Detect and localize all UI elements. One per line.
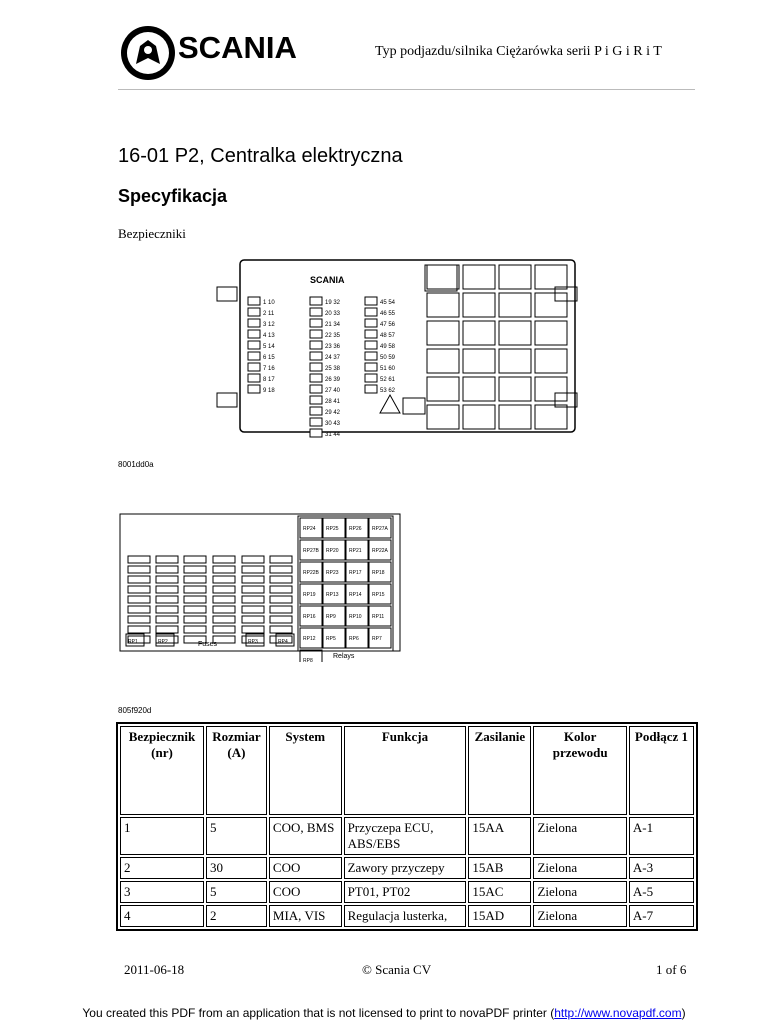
fuse-cell (242, 586, 264, 593)
table-cell: COO (269, 881, 342, 903)
fuse-number-label: 47 56 (380, 322, 396, 328)
fuse-cell (213, 576, 235, 583)
fuse-number-label: 3 12 (263, 322, 275, 328)
relay-label: RP20 (326, 548, 339, 554)
fuse-slot (310, 385, 322, 393)
fuse-cell (184, 626, 206, 633)
table-cell: 2 (120, 857, 204, 879)
fuse-number-label: 22 35 (325, 333, 341, 339)
fuse-cell (213, 626, 235, 633)
table-cell: 5 (206, 881, 267, 903)
relay-label: RP26 (349, 526, 362, 532)
table-cell: COO, BMS (269, 817, 342, 855)
fuse-relay-layout-diagram (118, 512, 403, 662)
fuse-spec-table-viewport (116, 722, 698, 932)
col-header-wire-color: Kolor przewodu (533, 726, 626, 815)
relay-label: RP11 (372, 614, 385, 620)
fuse-cell (128, 566, 150, 573)
fuse-cell (242, 626, 264, 633)
fuse-number-label: 24 37 (325, 355, 341, 361)
fuse-number-label: 23 36 (325, 344, 341, 350)
fuse-number-label: 1 10 (263, 300, 275, 306)
license-notice-text: You created this PDF from an application that is not licensed to print to novaPDF printer ( (82, 1006, 555, 1020)
fuse-cell (213, 566, 235, 573)
fuse-cell (128, 586, 150, 593)
table-cell: 3 (120, 881, 204, 903)
license-notice (0, 1006, 768, 1020)
footer-copyright: © Scania CV (362, 962, 432, 977)
fuse-slot (365, 374, 377, 382)
relay-slot (535, 405, 567, 429)
footer-date: 2011-06-18 (124, 962, 185, 977)
table-cell: Zielona (533, 905, 626, 927)
table-cell: PT01, PT02 (344, 881, 467, 903)
col-header-fuse-number: Bezpiecznik (nr) (120, 726, 204, 815)
fuse-cell (213, 606, 235, 613)
fuse-slot (310, 363, 322, 371)
table-cell: 30 (206, 857, 267, 879)
fuse-number-label: 45 54 (380, 300, 396, 306)
fuse-slot (310, 297, 322, 305)
relay-label: RP19 (303, 592, 316, 598)
fuse-number-label: 5 14 (263, 344, 275, 350)
fuse-slot (365, 319, 377, 327)
figure2-caption: 805f920d (118, 706, 152, 715)
griffin-emblem-icon (118, 24, 178, 82)
table-cell: 1 (120, 817, 204, 855)
fuse-cell (242, 606, 264, 613)
col-header-function: Funkcja (344, 726, 467, 815)
fuse-cell (184, 586, 206, 593)
fuse-number-label: 51 60 (380, 366, 396, 372)
fuse-spec-table (116, 722, 698, 931)
fuse-cell (184, 616, 206, 623)
fuse-number-label: 4 13 (263, 333, 275, 339)
relay-slot (463, 293, 495, 317)
fuse-slot (248, 330, 260, 338)
section-heading: Specyfikacja (118, 186, 228, 206)
table-cell: A-3 (629, 857, 694, 879)
table-cell: 4 (120, 905, 204, 927)
relay-slot (499, 265, 531, 289)
figure1-caption: 8001dd0a (118, 460, 154, 469)
fuse-cell (270, 616, 292, 623)
fuse-cell (270, 606, 292, 613)
relay-label: RP10 (349, 614, 362, 620)
fuse-number-label: 50 59 (380, 355, 396, 361)
fuse-number-label: 8 17 (263, 377, 275, 383)
fuse-cell (156, 586, 178, 593)
relay-slot (463, 377, 495, 401)
table-cell: COO (269, 857, 342, 879)
fuses-label: Fuses (198, 641, 218, 648)
fuse-cell (213, 586, 235, 593)
relay-slot (427, 321, 459, 345)
fuse-slot (365, 330, 377, 338)
relay-label: RP25 (326, 526, 339, 532)
relay-slot (535, 265, 567, 289)
fuse-slot (310, 319, 322, 327)
bottom-relay-label: RP2 (158, 639, 168, 645)
relay-label: RP22B (303, 570, 319, 576)
fuse-cell (184, 576, 206, 583)
table-cell: 15AD (468, 905, 531, 927)
fuse-slot (248, 385, 260, 393)
fuse-number-label: 19 32 (325, 300, 341, 306)
fuse-cell (242, 556, 264, 563)
table-cell: 15AA (468, 817, 531, 855)
fuse-slot (248, 319, 260, 327)
relay-slot (463, 349, 495, 373)
relays-label: Relays (333, 653, 355, 660)
relay-slot (427, 405, 459, 429)
col-header-system: System (269, 726, 342, 815)
page-title: 16-01 P2, Centralka elektryczna (118, 145, 403, 167)
fuse-cell (156, 596, 178, 603)
fuse-number-label: 48 57 (380, 333, 396, 339)
table-cell: 15AB (468, 857, 531, 879)
relay-slot (499, 405, 531, 429)
fuse-cell (156, 566, 178, 573)
relay-slot (535, 293, 567, 317)
fuse-cell (213, 556, 235, 563)
fuse-number-label: 6 15 (263, 355, 275, 361)
relay-label: RP27A (372, 526, 388, 532)
table-cell: A-5 (629, 881, 694, 903)
relay-label: RP21 (349, 548, 362, 554)
fuse-slot (248, 308, 260, 316)
relay-label: RP7 (372, 636, 382, 642)
fuse-cell (184, 596, 206, 603)
relay-slot (427, 349, 459, 373)
fuse-number-label: 20 33 (325, 311, 341, 317)
bottom-relay-label: RP3 (248, 639, 258, 645)
relay-slot (463, 265, 495, 289)
fuse-cell (156, 606, 178, 613)
fuse-slot (310, 374, 322, 382)
table-cell: Przyczepa ECU, ABS/EBS (344, 817, 467, 855)
fuse-number-label: 7 16 (263, 366, 275, 372)
fuse-cell (242, 616, 264, 623)
fuse-slot (310, 330, 322, 338)
fuse-cell (242, 566, 264, 573)
relay-label: RP22A (372, 548, 388, 554)
fuse-cell (270, 596, 292, 603)
relay-slot (499, 321, 531, 345)
fuse-number-label: 53 62 (380, 388, 396, 394)
fuse-slot (248, 297, 260, 305)
fuse-slot (310, 308, 322, 316)
fuse-number-label: 52 61 (380, 377, 396, 383)
relay-label: RP13 (326, 592, 339, 598)
fuse-number-label: 9 18 (263, 388, 275, 394)
fuse-cell (184, 606, 206, 613)
table-cell: Zielona (533, 817, 626, 855)
table-row (120, 881, 694, 903)
fuse-cell (128, 616, 150, 623)
fuse-number-label: 25 38 (325, 366, 341, 372)
fuse-slot (365, 352, 377, 360)
relay-label: RP18 (372, 570, 385, 576)
fuse-cell (242, 596, 264, 603)
fuse-slot (310, 341, 322, 349)
fuse-slot (310, 407, 322, 415)
relay-label: RP6 (349, 636, 359, 642)
relay-label: RP5 (326, 636, 336, 642)
relay-label: RP16 (303, 614, 316, 620)
fuse-number-label: 49 58 (380, 344, 396, 350)
fuse-slot (310, 396, 322, 404)
fuse-cell (270, 586, 292, 593)
fuse-number-label: 27 40 (325, 388, 341, 394)
fuse-cell (128, 556, 150, 563)
fuse-cell (184, 566, 206, 573)
fuse-slot (310, 352, 322, 360)
relay-label: RP8 (303, 658, 313, 662)
relay-label: RP17 (349, 570, 362, 576)
fuse-cell (156, 556, 178, 563)
table-header-row (120, 726, 694, 815)
fuse-slot (365, 385, 377, 393)
subsection-label: Bezpieczniki (118, 226, 186, 241)
license-notice-end: ) (681, 1006, 686, 1020)
table-cell: Regulacja lusterka, (344, 905, 467, 927)
fuse-number-label: 21 34 (325, 322, 341, 328)
fuse-cell (128, 606, 150, 613)
bottom-relay-label: RP1 (128, 639, 138, 645)
fuse-number-label: 31 44 (325, 432, 341, 438)
fuse-number-label: 29 42 (325, 410, 341, 416)
header-divider (118, 89, 695, 90)
footer-page-number: 1 of 6 (656, 962, 687, 977)
fuse-slot (365, 297, 377, 305)
table-row (120, 905, 694, 927)
fuse-cell (242, 576, 264, 583)
fusebox-diagram (215, 255, 580, 455)
fuse-slot (248, 341, 260, 349)
relay-slot (499, 349, 531, 373)
table-cell: Zawory przyczepy (344, 857, 467, 879)
table-row (120, 817, 694, 855)
fuse-slot (365, 308, 377, 316)
table-cell: Zielona (533, 857, 626, 879)
relay-label: RP12 (303, 636, 316, 642)
fuse-cell (156, 626, 178, 633)
brand-wordmark: SCANIA (178, 30, 297, 65)
table-cell: 5 (206, 817, 267, 855)
relay-slot (499, 377, 531, 401)
fuse-cell (213, 596, 235, 603)
fuse-cell (184, 556, 206, 563)
fusebox-brand: SCANIA (310, 275, 345, 285)
fuse-number-label: 46 55 (380, 311, 396, 317)
relay-label: RP15 (372, 592, 385, 598)
fuse-cell (270, 626, 292, 633)
relay-label: RP24 (303, 526, 316, 532)
fuse-cell (270, 556, 292, 563)
fuse-slot (365, 341, 377, 349)
relay-slot (427, 265, 459, 289)
relay-label: RP27B (303, 548, 319, 554)
bottom-relay-label: RP4 (278, 639, 288, 645)
relay-label: RP9 (326, 614, 336, 620)
fuse-cell (128, 576, 150, 583)
table-cell: MIA, VIS (269, 905, 342, 927)
fuse-cell (128, 596, 150, 603)
fuse-number-label: 28 41 (325, 399, 341, 405)
fuse-slot (248, 374, 260, 382)
relay-slot (427, 377, 459, 401)
relay-slot (463, 405, 495, 429)
fuse-slot (310, 429, 322, 437)
fuse-cell (128, 626, 150, 633)
table-cell: 15AC (468, 881, 531, 903)
fuse-cell (213, 616, 235, 623)
relay-label: RP23 (326, 570, 339, 576)
relay-slot (463, 321, 495, 345)
fuse-cell (156, 616, 178, 623)
relay-slot (535, 377, 567, 401)
table-row (120, 857, 694, 879)
fuse-cell (270, 576, 292, 583)
fuse-number-label: 2 11 (263, 311, 275, 317)
table-cell: 2 (206, 905, 267, 927)
fuse-slot (310, 418, 322, 426)
col-header-supply: Zasilanie (468, 726, 531, 815)
fuse-number-label: 30 43 (325, 421, 341, 427)
table-cell: A-7 (629, 905, 694, 927)
relay-slot (535, 321, 567, 345)
table-cell: Zielona (533, 881, 626, 903)
novapdf-link[interactable]: http://www.novapdf.com (554, 1006, 682, 1020)
fuse-cell (156, 576, 178, 583)
col-header-connector: Podłącz 1 (629, 726, 694, 815)
fuse-slot (365, 363, 377, 371)
relay-label: RP14 (349, 592, 362, 598)
fuse-number-label: 26 39 (325, 377, 341, 383)
fuse-slot (248, 352, 260, 360)
table-cell: A-1 (629, 817, 694, 855)
fuse-cell (270, 566, 292, 573)
relay-slot (427, 293, 459, 317)
relay-slot (535, 349, 567, 373)
document-type: Typ podjazdu/silnika Ciężarówka serii P i G i R i T (375, 44, 662, 59)
relay-slot (499, 293, 531, 317)
col-header-size: Rozmiar (A) (206, 726, 267, 815)
fuse-slot (248, 363, 260, 371)
